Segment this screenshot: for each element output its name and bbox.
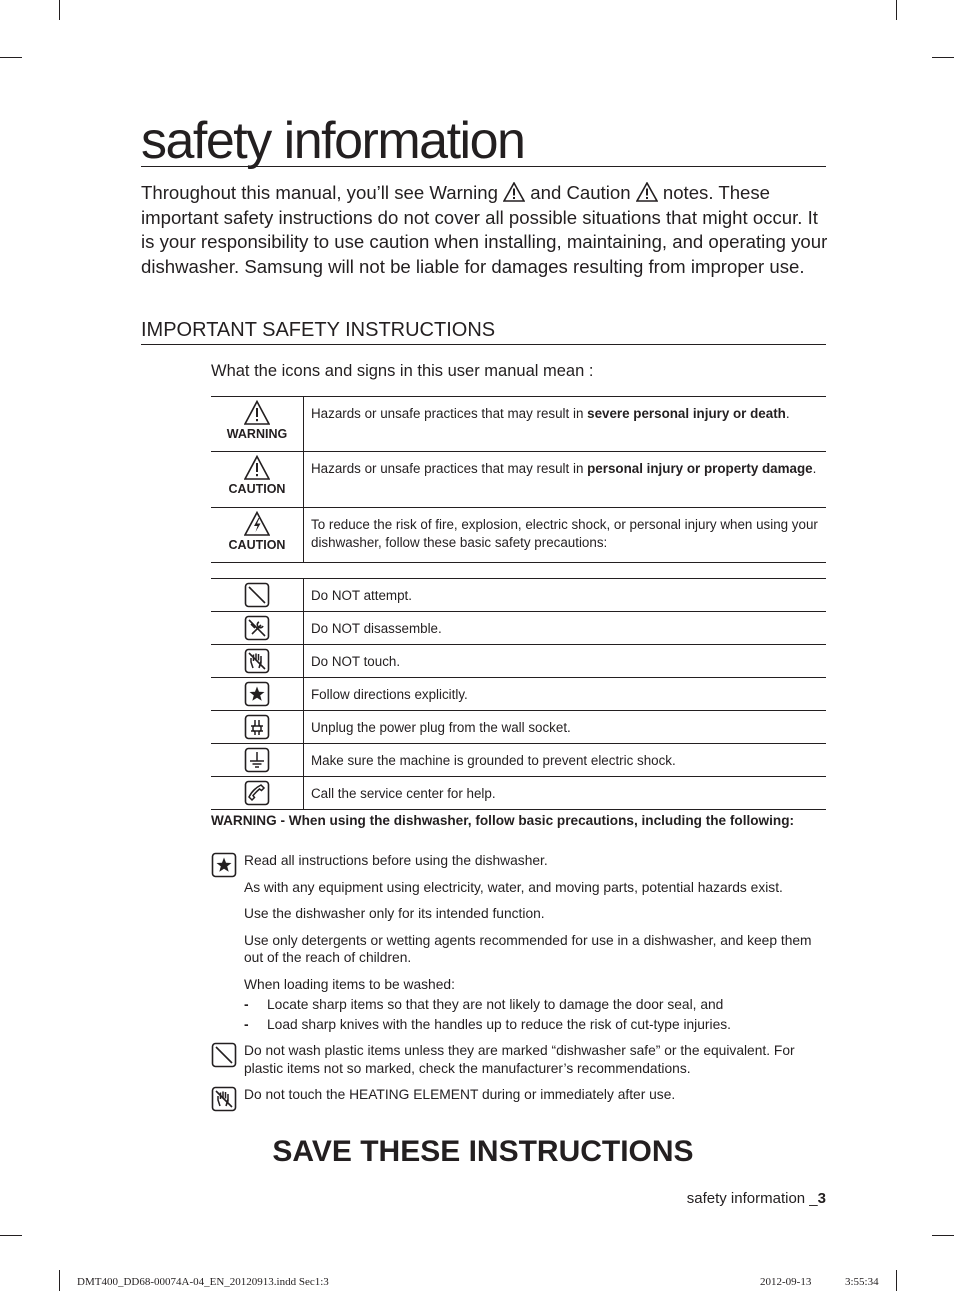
follow-directions-icon bbox=[211, 852, 237, 878]
service-center-icon bbox=[244, 780, 270, 806]
signal-label: CAUTION bbox=[228, 538, 286, 552]
crop-mark bbox=[896, 0, 897, 20]
table-row: CAUTION Hazards or unsafe practices that may result in personal injury or property damage. bbox=[211, 452, 826, 508]
warning-icon bbox=[503, 182, 525, 202]
signal-table bbox=[211, 396, 826, 563]
table-row: Call the service center for help. bbox=[211, 777, 826, 810]
list-item: Do not touch the HEATING ELEMENT during or immediately after use. bbox=[211, 1086, 826, 1104]
crop-mark bbox=[0, 57, 22, 58]
icon-table bbox=[211, 578, 826, 810]
crop-mark bbox=[0, 1235, 22, 1236]
warning-lead: WARNING - When using the dishwasher, follow basic precautions, including the following: bbox=[211, 813, 795, 828]
crop-mark bbox=[932, 1235, 954, 1236]
caution-icon bbox=[636, 182, 658, 202]
list-item: Read all instructions before using the dishwasher. bbox=[211, 852, 826, 870]
do-not-disassemble-icon bbox=[244, 615, 270, 641]
table-row: CAUTION To reduce the risk of fire, explosion, electric shock, or personal injury when using your dishwasher, follow these basic safety precautions: bbox=[211, 508, 826, 563]
subheading: What the icons and signs in this user manual mean : bbox=[211, 362, 594, 380]
list-item: Use only detergents or wetting agents recommended for use in a dishwasher, and keep them out of the reach of children. bbox=[244, 932, 812, 965]
signal-label: WARNING bbox=[226, 427, 288, 441]
do-not-touch-icon bbox=[211, 1086, 237, 1112]
crop-mark bbox=[59, 0, 60, 20]
page-number: safety information _3 bbox=[686, 1190, 826, 1207]
list-item: When loading items to be washed: bbox=[244, 976, 455, 992]
page-title: safety information bbox=[141, 112, 826, 167]
crop-mark bbox=[59, 1270, 60, 1291]
precautions-list bbox=[211, 852, 826, 1113]
table-row: WARNING Hazards or unsafe practices that may result in severe personal injury or death. bbox=[211, 397, 826, 452]
do-not-attempt-icon bbox=[211, 1042, 237, 1068]
signal-label: CAUTION bbox=[228, 482, 286, 496]
dash-item: - Load sharp knives with the handles up to reduce the risk of cut-type injuries. bbox=[244, 1016, 731, 1032]
intro-paragraph: Throughout this manual, you’ll see Warning and Caution notes. These important safety instructions do not cover all possible situations that might occur. It is your responsibility to use caution when installing, maintaining, and operating your dishwasher. Samsung will not be liable for damages resulting from improper use. bbox=[141, 182, 828, 277]
do-not-touch-icon bbox=[244, 648, 270, 674]
crop-mark bbox=[932, 57, 954, 58]
save-instructions-heading: SAVE THESE INSTRUCTIONS bbox=[272, 1135, 694, 1168]
table-row: Make sure the machine is grounded to prevent electric shock. bbox=[211, 744, 826, 777]
table-row: Unplug the power plug from the wall socket. bbox=[211, 711, 826, 744]
slug-date: 2012-09-13 bbox=[760, 1276, 812, 1288]
section-heading: IMPORTANT SAFETY INSTRUCTIONS bbox=[141, 319, 826, 345]
electric-caution-icon bbox=[244, 511, 270, 537]
table-row: Follow directions explicitly. bbox=[211, 678, 826, 711]
table-row: Do NOT attempt. bbox=[211, 579, 826, 612]
crop-mark bbox=[896, 1270, 897, 1291]
ground-icon bbox=[244, 747, 270, 773]
list-item: Do not wash plastic items unless they are marked “dishwasher safe” or the equivalent. For plastic items not so marked, check the manufacturer’s recommendations. bbox=[211, 1042, 826, 1077]
table-row: Do NOT disassemble. bbox=[211, 612, 826, 645]
follow-directions-icon bbox=[244, 681, 270, 707]
do-not-attempt-icon bbox=[244, 582, 270, 608]
slug-time: 3:55:34 bbox=[845, 1276, 879, 1288]
list-item: Use the dishwasher only for its intended function. bbox=[244, 906, 545, 921]
table-row: Do NOT touch. bbox=[211, 645, 826, 678]
slug-file: DMT400_DD68-00074A-04_EN_20120913.indd Sec1:3 bbox=[77, 1276, 329, 1288]
dash-item: - Locate sharp items so that they are not likely to damage the door seal, and bbox=[244, 997, 724, 1012]
caution-triangle-icon bbox=[244, 455, 270, 481]
warning-triangle-icon bbox=[244, 400, 270, 426]
list-item: As with any equipment using electricity, water, and moving parts, potential hazards exist. bbox=[244, 879, 783, 895]
unplug-icon bbox=[244, 714, 270, 740]
